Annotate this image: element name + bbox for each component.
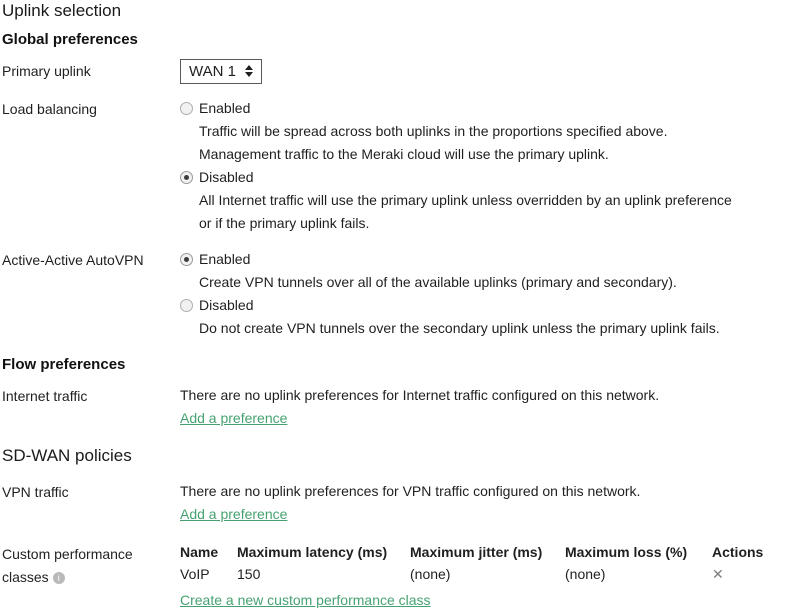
performance-class-table [180, 542, 812, 586]
custom-performance-classes-label [2, 542, 180, 589]
info-icon[interactable]: i [53, 572, 65, 584]
load-balancing-disabled-radio-row[interactable] [180, 166, 812, 189]
autovpn-disabled-radio-row[interactable] [180, 294, 812, 317]
load-balancing-row [2, 97, 812, 235]
active-active-autovpn-label: Active-Active AutoVPN [2, 252, 144, 268]
load-balancing-disabled-label: Disabled [199, 169, 254, 185]
load-balancing-disabled-description-line1: All Internet traffic will use the primary uplink unless overridden by an uplink preference [199, 192, 732, 208]
create-performance-class-link[interactable]: Create a new custom performance class [180, 592, 431, 608]
column-header-name: Name [180, 544, 219, 560]
primary-uplink-row [2, 59, 812, 84]
radio-icon[interactable] [180, 171, 193, 184]
vpn-traffic-label: VPN traffic [2, 484, 69, 500]
autovpn-enabled-label: Enabled [199, 251, 251, 267]
vpn-add-preference-link[interactable]: Add a preference [180, 506, 288, 522]
primary-uplink-label: Primary uplink [2, 63, 91, 79]
load-balancing-label: Load balancing [2, 101, 97, 117]
table-cell-max-loss: (none) [565, 566, 606, 582]
column-header-max-loss: Maximum loss (%) [565, 544, 688, 560]
autovpn-enabled-option [180, 248, 812, 294]
vpn-traffic-empty-text: There are no uplink preferences for VPN traffic configured on this network. [180, 483, 641, 499]
select-spinner-icon [245, 65, 253, 77]
load-balancing-disabled-description-line2: or if the primary uplink fails. [199, 215, 370, 231]
delete-performance-class-icon[interactable]: ✕ [712, 566, 724, 582]
autovpn-disabled-option [180, 294, 812, 340]
vpn-traffic-row [2, 480, 812, 526]
flow-preferences-heading: Flow preferences [2, 356, 126, 373]
load-balancing-enabled-option [180, 97, 812, 166]
load-balancing-enabled-description-line1: Traffic will be spread across both uplinks in the proportions specified above. [199, 123, 668, 139]
autovpn-enabled-description: Create VPN tunnels over all of the available uplinks (primary and secondary). [199, 274, 677, 290]
table-cell-name: VoIP [180, 566, 210, 582]
page-title: Uplink selection [2, 1, 122, 20]
primary-uplink-select[interactable] [180, 59, 262, 84]
primary-uplink-selected-value: WAN 1 [189, 62, 236, 80]
custom-performance-classes-label-text: Custom performance classes [2, 546, 133, 585]
global-preferences-heading: Global preferences [2, 31, 138, 48]
load-balancing-enabled-description-line2: Management traffic to the Meraki cloud will use the primary uplink. [199, 146, 609, 162]
internet-add-preference-link[interactable]: Add a preference [180, 410, 288, 426]
custom-performance-classes-row [2, 542, 812, 612]
column-header-max-jitter: Maximum jitter (ms) [410, 544, 543, 560]
load-balancing-enabled-radio-row[interactable] [180, 97, 812, 120]
autovpn-disabled-label: Disabled [199, 297, 254, 313]
radio-icon[interactable] [180, 102, 193, 115]
load-balancing-enabled-label: Enabled [199, 100, 251, 116]
radio-icon[interactable] [180, 299, 193, 312]
active-active-autovpn-row [2, 248, 812, 340]
column-header-max-latency: Maximum latency (ms) [237, 544, 388, 560]
table-cell-max-jitter: (none) [410, 566, 451, 582]
internet-traffic-empty-text: There are no uplink preferences for Internet traffic configured on this network. [180, 387, 660, 403]
autovpn-enabled-radio-row[interactable] [180, 248, 812, 271]
table-cell-max-latency: 150 [237, 566, 261, 582]
internet-traffic-row [2, 384, 812, 430]
autovpn-disabled-description: Do not create VPN tunnels over the secondary uplink unless the primary uplink fails. [199, 320, 720, 336]
sdwan-policies-heading: SD-WAN policies [2, 446, 132, 465]
load-balancing-disabled-option [180, 166, 812, 235]
radio-icon[interactable] [180, 253, 193, 266]
internet-traffic-label: Internet traffic [2, 388, 88, 404]
column-header-actions: Actions [712, 544, 764, 560]
